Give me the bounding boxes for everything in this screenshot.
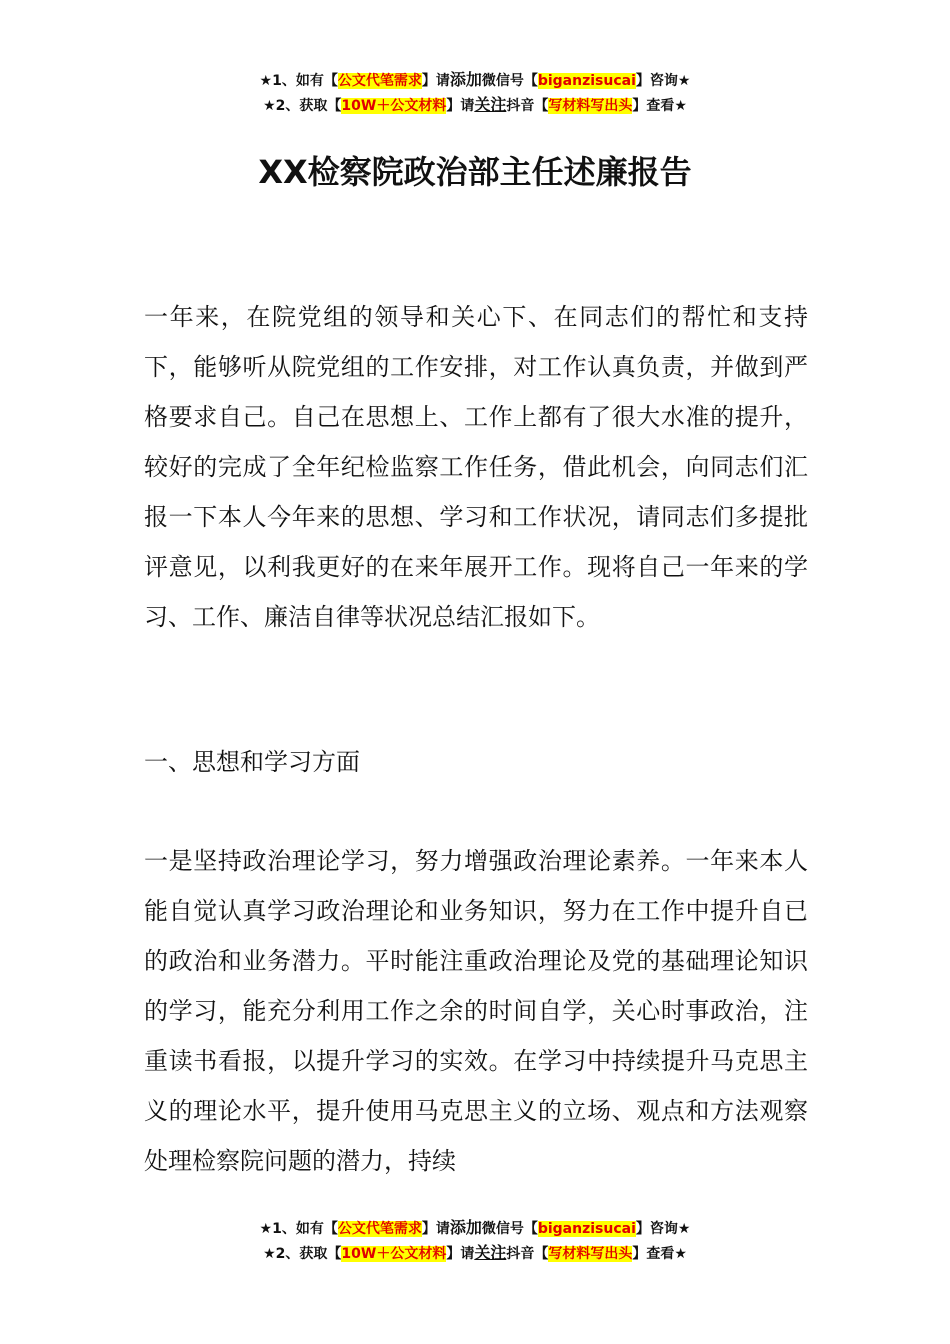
study-paragraph: 一是坚持政治理论学习，努力增强政治理论素养。一年来本人能自觉认真学习政治理论和业务知识，努力在工作中提升自已的政治和业务潜力。平时能注重政治理论及党的基础理论知识的学习，能充分利用工作之余的时间自学，关心时事政治，注重读书看报，以提升学习的实效。在学习中持续提升马克思主义的理论水平，提升使用马克思主义的立场、观点和方法观察处理检察院问题的潜力，持续 xyxy=(144,847,808,1175)
promo-line-2-emphasis: 关注 xyxy=(474,1243,507,1262)
promo-highlight-materials: 10W＋公文材料 xyxy=(341,98,447,114)
section-heading-thought-and-study: 一、思想和学习方面 xyxy=(144,748,360,776)
promo-highlight-douyin: 写材料写出头 xyxy=(548,98,633,114)
promo-line-1-emphasis: 添加 xyxy=(449,1218,482,1237)
promo-line-1-prefix: ★1、如有【 xyxy=(259,73,338,89)
promo-highlight-wechat: biganzisucai xyxy=(537,1221,636,1237)
promo-line-1-mid: 】请 xyxy=(421,73,450,89)
intro-paragraph: 一年来，在院党组的领导和关心下、在同志们的帮忙和支持下，能够听从院党组的工作安排，对工作认真负责，并做到严格要求自己。自己在思想上、工作上都有了很大水准的提升，较好的完成了全年纪检监察工作任务，借此机会，向同志们汇报一下本人今年来的思想、学习和工作状况，请同志们多提批评意见，以利我更好的在来年展开工作。现将自己一年来的学习、工作、廉洁自律等状况总结汇报如下。 xyxy=(144,303,808,631)
promo-footer xyxy=(0,1216,950,1266)
promo-highlight-materials: 10W＋公文材料 xyxy=(341,1246,447,1262)
document-title: XX检察院政治部主任述廉报告 xyxy=(258,153,692,191)
promo-line-2-suffix: 】查看★ xyxy=(632,98,687,114)
promo-line-2 xyxy=(0,1241,950,1266)
promo-line-1 xyxy=(0,68,950,93)
promo-line-2-mid: 】请 xyxy=(446,98,475,114)
promo-line-2-mid2: 抖音【 xyxy=(506,98,549,114)
promo-line-1-emphasis: 添加 xyxy=(449,70,482,89)
promo-highlight-wechat: biganzisucai xyxy=(537,73,636,89)
promo-line-1-mid: 】请 xyxy=(421,1221,450,1237)
promo-line-1-suffix: 】咨询★ xyxy=(635,73,691,89)
promo-line-1-mid2: 微信号【 xyxy=(481,73,538,89)
promo-header xyxy=(0,68,950,118)
promo-line-2-emphasis: 关注 xyxy=(474,95,507,114)
promo-line-2-prefix: ★2、获取【 xyxy=(263,98,342,114)
promo-line-2-prefix: ★2、获取【 xyxy=(263,1246,342,1262)
promo-line-2-mid: 】请 xyxy=(446,1246,475,1262)
promo-line-2-suffix: 】查看★ xyxy=(632,1246,687,1262)
promo-line-2-mid2: 抖音【 xyxy=(506,1246,549,1262)
promo-line-1-prefix: ★1、如有【 xyxy=(259,1221,338,1237)
promo-line-1-suffix: 】咨询★ xyxy=(635,1221,691,1237)
promo-line-2 xyxy=(0,93,950,118)
promo-line-1-mid2: 微信号【 xyxy=(481,1221,538,1237)
promo-highlight-service: 公文代笔需求 xyxy=(337,73,422,89)
promo-highlight-service: 公文代笔需求 xyxy=(337,1221,422,1237)
promo-line-1 xyxy=(0,1216,950,1241)
promo-highlight-douyin: 写材料写出头 xyxy=(548,1246,633,1262)
